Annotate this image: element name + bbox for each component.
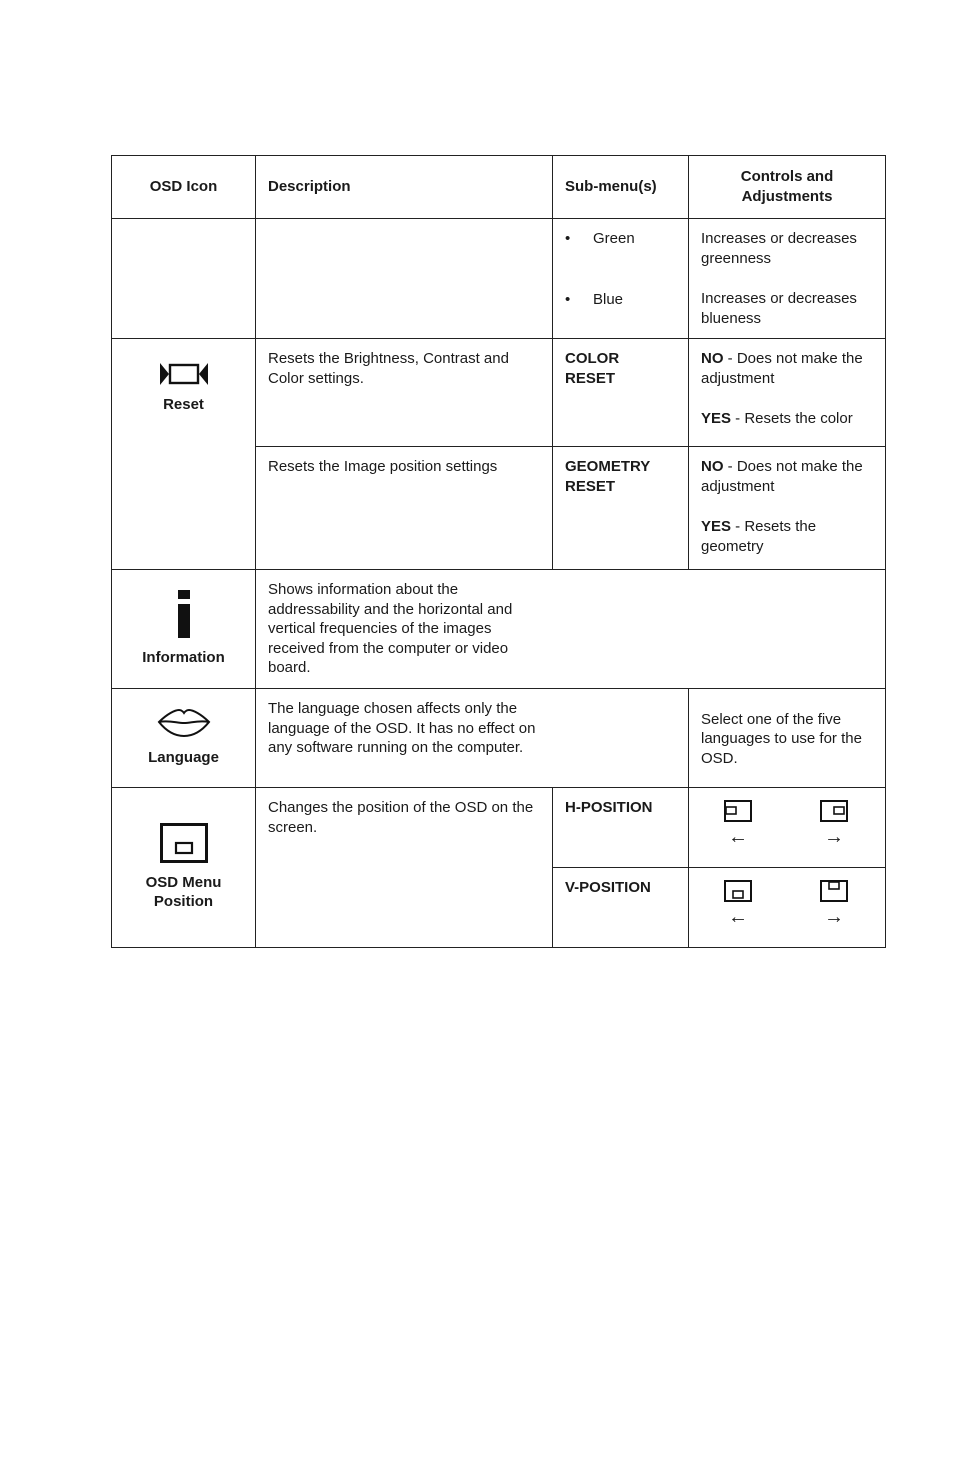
control-blue: Increases or decreases blueness — [701, 290, 857, 327]
header-osd-icon: OSD Icon — [112, 156, 256, 219]
color-icon-cell — [112, 219, 256, 339]
osd-position-label: OSD Menu Position — [145, 873, 222, 911]
h-position-control — [689, 788, 886, 868]
v-position-up — [819, 880, 849, 928]
language-control: Select one of the five languages to use for the OSD. — [689, 689, 886, 788]
reset-geometry-description: Resets the Image position settings — [256, 447, 553, 570]
information-icon — [177, 590, 191, 638]
h-position-submenu: H-POSITION — [553, 788, 689, 868]
osd-controls-table — [111, 155, 886, 948]
reset-color-submenu: COLOR RESET — [553, 339, 689, 447]
color-row — [112, 219, 886, 339]
reset-icon — [160, 363, 208, 385]
osd-position-description: Changes the position of the OSD on the screen. — [256, 788, 553, 948]
reset-geometry-yes: YES - Resets the geometry — [701, 518, 817, 555]
h-position-right — [819, 800, 849, 848]
arrow-left-icon: ← — [728, 906, 748, 928]
screen-box-top-icon — [820, 880, 848, 902]
reset-color-row — [112, 339, 886, 447]
h-position-left — [723, 800, 753, 848]
v-position-control — [689, 868, 886, 948]
reset-color-yes: YES - Resets the color — [701, 410, 853, 428]
v-position-down — [723, 880, 753, 928]
h-position-row — [112, 788, 886, 868]
arrow-right-icon: → — [824, 906, 844, 928]
information-icon-cell — [112, 570, 256, 689]
lips-icon — [157, 708, 211, 738]
language-row — [112, 689, 886, 788]
information-row — [112, 570, 886, 689]
submenu-green: • Green — [565, 230, 635, 247]
submenu-blue: • Blue — [565, 290, 624, 308]
screen-box-right-icon — [820, 800, 848, 822]
language-label: Language — [148, 749, 219, 766]
control-green: Increases or decreases greenness — [701, 230, 857, 267]
color-control-cell — [689, 219, 886, 339]
color-description-cell — [256, 219, 553, 339]
osd-position-icon-cell — [112, 788, 256, 948]
reset-geometry-no: NO - Does not make the adjustment — [701, 458, 863, 495]
osd-position-icon — [160, 823, 208, 863]
reset-geometry-control — [689, 447, 886, 570]
arrow-right-icon: → — [824, 826, 844, 848]
header-controls: Controls and Adjustments — [689, 156, 886, 219]
v-position-submenu: V-POSITION — [553, 868, 689, 948]
color-submenu-cell — [553, 219, 689, 339]
language-description: The language chosen affects only the language of the OSD. It has no effect on any software running on the computer. — [256, 689, 689, 788]
information-description: Shows information about the addressability and the horizontal and vertical frequencies of the images received from the computer or video board. — [256, 570, 886, 689]
reset-label: Reset — [163, 395, 204, 413]
header-submenus: Sub-menu(s) — [553, 156, 689, 219]
arrow-left-icon: ← — [728, 826, 748, 848]
information-label: Information — [142, 649, 225, 666]
reset-color-control — [689, 339, 886, 447]
language-icon-cell — [112, 689, 256, 788]
reset-color-description: Resets the Brightness, Contrast and Color settings. — [256, 339, 553, 447]
reset-icon-cell — [112, 339, 256, 570]
header-row — [112, 156, 886, 219]
reset-color-no: NO - Does not make the adjustment — [701, 350, 863, 387]
screen-box-left-icon — [724, 800, 752, 822]
header-description: Description — [256, 156, 553, 219]
screen-box-bottom-icon — [724, 880, 752, 902]
reset-geometry-submenu: GEOMETRY RESET — [553, 447, 689, 570]
